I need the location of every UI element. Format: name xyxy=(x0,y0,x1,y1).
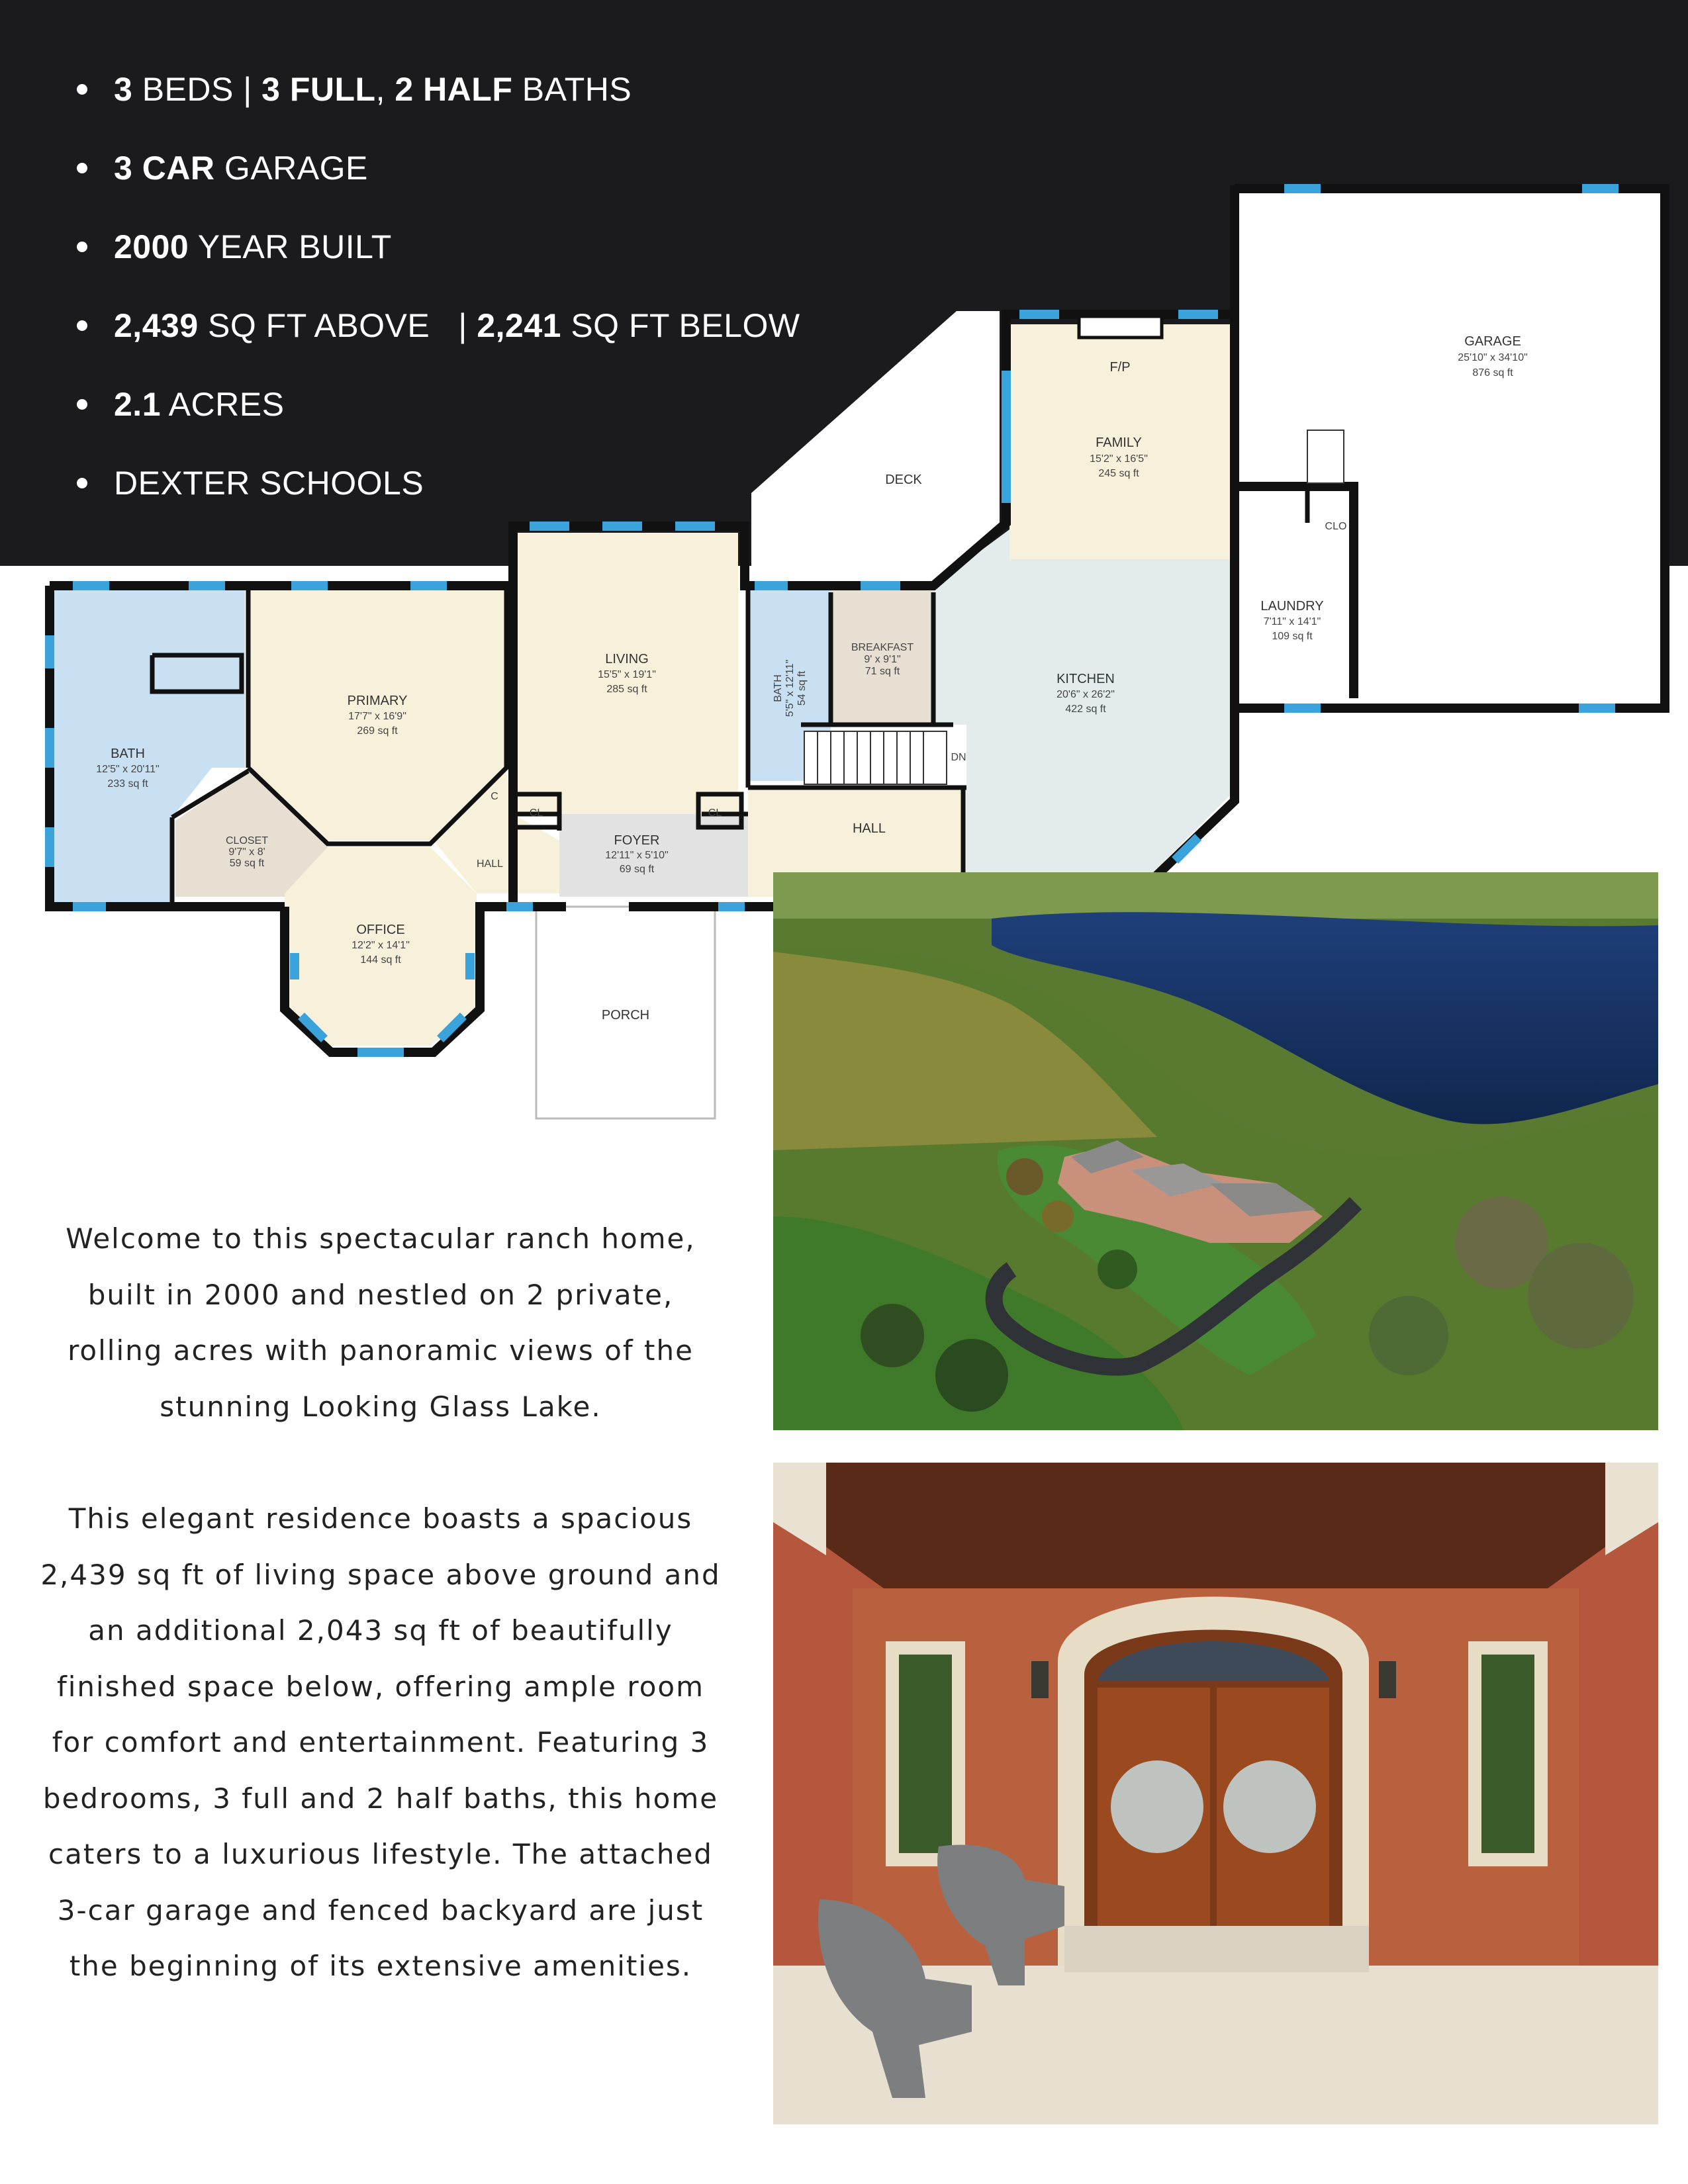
deck-label: DECK xyxy=(885,473,922,487)
living-dims: 15'5" x 19'1" xyxy=(598,669,656,680)
feature-value: 2,439 xyxy=(114,307,199,344)
feature-value: 2000 xyxy=(114,228,189,265)
laundry-label: LAUNDRY xyxy=(1260,599,1324,614)
feature-text: SQ FT BELOW xyxy=(561,307,800,344)
family-label: FAMILY xyxy=(1096,435,1142,450)
aerial-lake-photo xyxy=(773,872,1658,1430)
deck-area xyxy=(751,311,1000,586)
kitchen-room xyxy=(933,529,1231,874)
clo-label: CLO xyxy=(1325,521,1347,532)
closet-area: 59 sq ft xyxy=(229,858,265,869)
office-dims: 12'2" x 14'1" xyxy=(352,940,410,951)
garage-area: 876 sq ft xyxy=(1472,367,1513,379)
closet-c-label: C xyxy=(491,791,498,802)
breakfast-label: BREAKFAST xyxy=(851,642,914,653)
stairs-down-label: DN xyxy=(951,752,966,763)
closet-dims: 9'7" x 8' xyxy=(228,846,265,858)
garage-label: GARAGE xyxy=(1464,334,1521,349)
closet-label: CLOSET xyxy=(225,835,269,846)
laundry-area: 109 sq ft xyxy=(1272,631,1313,642)
primary-dims: 17'7" x 16'9" xyxy=(348,711,406,722)
garage-dims: 25'10" x 34'10" xyxy=(1458,352,1528,363)
office-area: 144 sq ft xyxy=(360,954,401,966)
feature-text: BEDS | xyxy=(132,71,262,108)
feature-text: ACRES xyxy=(161,386,285,423)
feature-value: 3 xyxy=(114,71,133,108)
primary-area: 269 sq ft xyxy=(357,725,398,737)
feature-text: DEXTER SCHOOLS xyxy=(114,465,424,502)
feature-text: YEAR BUILT xyxy=(189,228,392,265)
breakfast-dims: 9' x 9'1" xyxy=(864,654,901,665)
fireplace xyxy=(1079,316,1162,338)
garage-room xyxy=(1238,189,1665,705)
kitchen-label: KITCHEN xyxy=(1056,672,1115,686)
family-dims: 15'2" x 16'5" xyxy=(1090,453,1148,465)
feature-value: 2,241 xyxy=(477,307,561,344)
bath-main-area: 233 sq ft xyxy=(107,778,148,790)
description-intro: Welcome to this spectacular ranch home, built in 2000 and nestled on 2 private, rolling acres with panoramic views of the stunning Looking Glass Lake. xyxy=(66,1222,696,1423)
bath-small-dims: 5'5" x 12'11" xyxy=(784,659,796,717)
description-details: This elegant residence boasts a spacious 2,439 sq ft of living space above ground and an additional 2,043 sq ft of beautifully finished space below, offering ample room for comfort and entertainment. Featuring 3 bedrooms, 3 full and 2 half baths, this home caters to a luxurious lifestyle. The attached 3-car garage and fenced backyard are just the beginning of its extensive amenities. xyxy=(40,1502,721,1982)
feature-text: BATHS xyxy=(512,71,632,108)
bath-main-dims: 12'5" x 20'11" xyxy=(96,764,160,775)
bath-main-label: BATH xyxy=(111,747,145,761)
laundry-dims: 7'11" x 14'1" xyxy=(1263,616,1321,627)
feature-value: 2 HALF xyxy=(395,71,513,108)
kitchen-dims: 20'6" x 26'2" xyxy=(1056,689,1115,700)
hall-center-label: HALL xyxy=(852,821,886,836)
front-entry-photo xyxy=(773,1463,1658,2124)
feature-value: 3 FULL xyxy=(261,71,376,108)
porch-label: PORCH xyxy=(601,1008,650,1023)
feature-text: , xyxy=(375,71,395,108)
feature-value: 2.1 xyxy=(114,386,162,423)
bath-small-label: BATH xyxy=(773,674,784,702)
foyer-label: FOYER xyxy=(614,833,660,848)
closet-cl-right: CL xyxy=(708,807,722,819)
breakfast-area: 71 sq ft xyxy=(865,666,900,677)
office-label: OFFICE xyxy=(356,923,405,937)
hall-left-label: HALL xyxy=(476,858,504,870)
feature-value: 3 CAR xyxy=(114,150,215,187)
living-area: 285 sq ft xyxy=(606,684,647,695)
feature-text: SQ FT ABOVE | xyxy=(198,307,477,344)
feature-text: GARAGE xyxy=(214,150,368,187)
foyer-dims: 12'11" x 5'10" xyxy=(605,850,669,861)
foyer-area: 69 sq ft xyxy=(619,864,655,875)
living-label: LIVING xyxy=(605,652,649,666)
primary-label: PRIMARY xyxy=(347,694,408,708)
closet-cl-left: CL xyxy=(529,807,543,819)
bath-small-area: 54 sq ft xyxy=(796,670,808,706)
fireplace-label: F/P xyxy=(1109,360,1131,375)
kitchen-area: 422 sq ft xyxy=(1065,704,1106,715)
family-area: 245 sq ft xyxy=(1098,468,1139,479)
